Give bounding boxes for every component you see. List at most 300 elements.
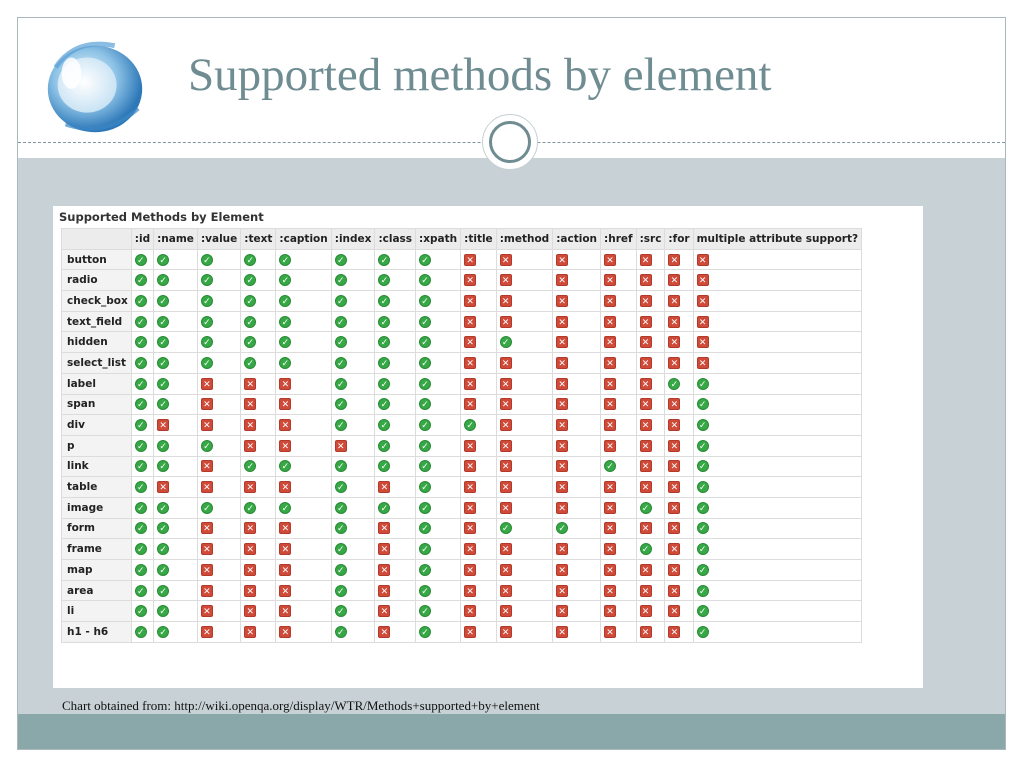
column-header: :class (375, 229, 416, 250)
check-circle-icon: ✓ (201, 502, 213, 514)
status-cell (276, 291, 331, 312)
status-cell (241, 353, 276, 374)
status-cell (496, 353, 553, 374)
cross-box-icon: ✕ (640, 440, 652, 452)
status-cell (461, 394, 497, 415)
check-circle-icon: ✓ (157, 274, 169, 286)
status-cell (693, 353, 861, 374)
check-circle-icon: ✓ (697, 543, 709, 555)
check-circle-icon: ✓ (697, 564, 709, 576)
status-cell (154, 456, 198, 477)
check-circle-icon: ✓ (201, 357, 213, 369)
check-circle-icon: ✓ (135, 522, 147, 534)
cross-box-icon: ✕ (378, 626, 390, 638)
status-cell (197, 332, 240, 353)
cross-box-icon: ✕ (500, 316, 512, 328)
status-cell (601, 497, 637, 518)
check-circle-icon: ✓ (378, 419, 390, 431)
status-cell (665, 456, 693, 477)
cross-box-icon: ✕ (668, 254, 680, 266)
cross-box-icon: ✕ (668, 626, 680, 638)
status-cell (416, 456, 461, 477)
status-cell (154, 539, 198, 560)
status-cell (665, 477, 693, 498)
cross-box-icon: ✕ (464, 502, 476, 514)
cross-box-icon: ✕ (604, 295, 616, 307)
cross-box-icon: ✕ (556, 316, 568, 328)
check-circle-icon: ✓ (279, 316, 291, 328)
status-cell (331, 249, 375, 270)
cross-box-icon: ✕ (244, 440, 256, 452)
check-circle-icon: ✓ (378, 440, 390, 452)
cross-box-icon: ✕ (640, 605, 652, 617)
status-cell (553, 353, 601, 374)
status-cell (496, 435, 553, 456)
status-cell (553, 518, 601, 539)
check-circle-icon: ✓ (378, 295, 390, 307)
status-cell (553, 477, 601, 498)
check-circle-icon: ✓ (157, 522, 169, 534)
cross-box-icon: ✕ (464, 398, 476, 410)
status-cell (375, 477, 416, 498)
check-circle-icon: ✓ (135, 460, 147, 472)
cross-box-icon: ✕ (697, 274, 709, 286)
status-cell (636, 477, 665, 498)
status-cell (241, 518, 276, 539)
cross-box-icon: ✕ (500, 481, 512, 493)
check-circle-icon: ✓ (157, 440, 169, 452)
check-circle-icon: ✓ (279, 357, 291, 369)
status-cell (131, 518, 153, 539)
check-circle-icon: ✓ (244, 502, 256, 514)
check-circle-icon: ✓ (604, 460, 616, 472)
cross-box-icon: ✕ (464, 564, 476, 576)
status-cell (241, 456, 276, 477)
status-cell (375, 353, 416, 374)
status-cell (375, 580, 416, 601)
cross-box-icon: ✕ (668, 398, 680, 410)
status-cell (197, 518, 240, 539)
status-cell (375, 249, 416, 270)
check-circle-icon: ✓ (135, 398, 147, 410)
status-cell (496, 518, 553, 539)
check-circle-icon: ✓ (157, 585, 169, 597)
status-cell (553, 291, 601, 312)
check-circle-icon: ✓ (244, 336, 256, 348)
status-cell (131, 270, 153, 291)
check-circle-icon: ✓ (697, 585, 709, 597)
check-circle-icon: ✓ (201, 336, 213, 348)
status-cell (461, 373, 497, 394)
status-cell (241, 435, 276, 456)
slide (17, 17, 1006, 750)
status-cell (375, 456, 416, 477)
column-header: :method (496, 229, 553, 250)
status-cell (241, 373, 276, 394)
status-cell (197, 560, 240, 581)
status-cell (636, 373, 665, 394)
cross-box-icon: ✕ (500, 502, 512, 514)
status-cell (416, 518, 461, 539)
status-cell (601, 622, 637, 643)
cross-box-icon: ✕ (556, 274, 568, 286)
status-cell (496, 415, 553, 436)
status-cell (331, 353, 375, 374)
check-circle-icon: ✓ (419, 357, 431, 369)
cross-box-icon: ✕ (500, 419, 512, 431)
table-row (62, 394, 862, 415)
status-cell (496, 270, 553, 291)
status-cell (375, 415, 416, 436)
cross-box-icon: ✕ (464, 585, 476, 597)
cross-box-icon: ✕ (500, 378, 512, 390)
status-cell (416, 249, 461, 270)
status-cell (636, 560, 665, 581)
status-cell (461, 249, 497, 270)
cross-box-icon: ✕ (604, 543, 616, 555)
status-cell (553, 270, 601, 291)
status-cell (131, 373, 153, 394)
cross-box-icon: ✕ (500, 585, 512, 597)
check-circle-icon: ✓ (419, 502, 431, 514)
status-cell (331, 580, 375, 601)
check-circle-icon: ✓ (335, 316, 347, 328)
check-circle-icon: ✓ (419, 316, 431, 328)
check-circle-icon: ✓ (556, 522, 568, 534)
status-cell (636, 601, 665, 622)
check-circle-icon: ✓ (157, 460, 169, 472)
row-label: h1 - h6 (62, 622, 132, 643)
check-circle-icon: ✓ (419, 460, 431, 472)
check-circle-icon: ✓ (335, 274, 347, 286)
cross-box-icon: ✕ (640, 274, 652, 286)
check-circle-icon: ✓ (201, 295, 213, 307)
status-cell (276, 394, 331, 415)
status-cell (276, 622, 331, 643)
check-circle-icon: ✓ (335, 460, 347, 472)
table-row (62, 580, 862, 601)
cross-box-icon: ✕ (604, 564, 616, 576)
status-cell (636, 539, 665, 560)
status-cell (197, 291, 240, 312)
status-cell (665, 435, 693, 456)
status-cell (553, 580, 601, 601)
status-cell (496, 601, 553, 622)
check-circle-icon: ✓ (244, 295, 256, 307)
check-circle-icon: ✓ (135, 502, 147, 514)
check-circle-icon: ✓ (378, 254, 390, 266)
status-cell (197, 601, 240, 622)
cross-box-icon: ✕ (668, 460, 680, 472)
check-circle-icon: ✓ (335, 522, 347, 534)
check-circle-icon: ✓ (135, 585, 147, 597)
status-cell (461, 477, 497, 498)
status-cell (131, 291, 153, 312)
cross-box-icon: ✕ (604, 481, 616, 493)
check-circle-icon: ✓ (157, 564, 169, 576)
status-cell (601, 601, 637, 622)
status-cell (154, 332, 198, 353)
cross-box-icon: ✕ (244, 481, 256, 493)
cross-box-icon: ✕ (640, 398, 652, 410)
status-cell (241, 497, 276, 518)
status-cell (693, 373, 861, 394)
check-circle-icon: ✓ (697, 398, 709, 410)
status-cell (276, 249, 331, 270)
table-title: Supported Methods by Element (59, 210, 264, 224)
table-row (62, 373, 862, 394)
status-cell (636, 394, 665, 415)
check-circle-icon: ✓ (335, 398, 347, 410)
status-cell (665, 311, 693, 332)
cross-box-icon: ✕ (464, 543, 476, 555)
status-cell (331, 394, 375, 415)
status-cell (693, 394, 861, 415)
check-circle-icon: ✓ (279, 254, 291, 266)
cross-box-icon: ✕ (201, 585, 213, 597)
status-cell (416, 332, 461, 353)
check-circle-icon: ✓ (157, 254, 169, 266)
check-circle-icon: ✓ (335, 585, 347, 597)
table-row (62, 249, 862, 270)
status-cell (276, 270, 331, 291)
cross-box-icon: ✕ (201, 543, 213, 555)
cross-box-icon: ✕ (668, 357, 680, 369)
cross-box-icon: ✕ (464, 460, 476, 472)
status-cell (154, 580, 198, 601)
check-circle-icon: ✓ (335, 626, 347, 638)
status-cell (601, 394, 637, 415)
cross-box-icon: ✕ (668, 336, 680, 348)
status-cell (375, 311, 416, 332)
cross-box-icon: ✕ (244, 564, 256, 576)
status-cell (496, 560, 553, 581)
check-circle-icon: ✓ (419, 564, 431, 576)
cross-box-icon: ✕ (279, 378, 291, 390)
check-circle-icon: ✓ (668, 378, 680, 390)
cross-box-icon: ✕ (604, 502, 616, 514)
status-cell (553, 601, 601, 622)
check-circle-icon: ✓ (378, 316, 390, 328)
cross-box-icon: ✕ (556, 502, 568, 514)
status-cell (636, 456, 665, 477)
cross-box-icon: ✕ (556, 605, 568, 617)
column-header: :src (636, 229, 665, 250)
globe-logo-icon (36, 28, 154, 146)
status-cell (416, 394, 461, 415)
check-circle-icon: ✓ (135, 481, 147, 493)
check-circle-icon: ✓ (201, 274, 213, 286)
status-cell (601, 353, 637, 374)
status-cell (375, 539, 416, 560)
methods-table (61, 228, 862, 643)
status-cell (636, 435, 665, 456)
cross-box-icon: ✕ (464, 481, 476, 493)
status-cell (665, 601, 693, 622)
cross-box-icon: ✕ (697, 254, 709, 266)
status-cell (693, 539, 861, 560)
status-cell (636, 270, 665, 291)
status-cell (461, 560, 497, 581)
row-label: form (62, 518, 132, 539)
status-cell (276, 560, 331, 581)
cross-box-icon: ✕ (279, 398, 291, 410)
cross-box-icon: ✕ (244, 605, 256, 617)
status-cell (331, 518, 375, 539)
status-cell (416, 373, 461, 394)
row-label: div (62, 415, 132, 436)
status-cell (331, 270, 375, 291)
cross-box-icon: ✕ (500, 440, 512, 452)
status-cell (131, 560, 153, 581)
status-cell (636, 332, 665, 353)
cross-box-icon: ✕ (279, 585, 291, 597)
check-circle-icon: ✓ (419, 522, 431, 534)
status-cell (331, 622, 375, 643)
check-circle-icon: ✓ (335, 254, 347, 266)
check-circle-icon: ✓ (464, 419, 476, 431)
status-cell (375, 518, 416, 539)
check-circle-icon: ✓ (157, 316, 169, 328)
status-cell (553, 394, 601, 415)
status-cell (331, 601, 375, 622)
cross-box-icon: ✕ (279, 419, 291, 431)
cross-box-icon: ✕ (556, 378, 568, 390)
status-cell (601, 291, 637, 312)
table-row (62, 311, 862, 332)
status-cell (241, 477, 276, 498)
check-circle-icon: ✓ (135, 378, 147, 390)
status-cell (241, 539, 276, 560)
check-circle-icon: ✓ (378, 357, 390, 369)
status-cell (461, 622, 497, 643)
status-cell (154, 249, 198, 270)
check-circle-icon: ✓ (697, 440, 709, 452)
cross-box-icon: ✕ (668, 564, 680, 576)
status-cell (496, 622, 553, 643)
status-cell (693, 332, 861, 353)
status-cell (276, 415, 331, 436)
table-row (62, 435, 862, 456)
cross-box-icon: ✕ (464, 440, 476, 452)
page-title: Supported methods by element (188, 49, 772, 101)
status-cell (197, 270, 240, 291)
status-cell (601, 415, 637, 436)
cross-box-icon: ✕ (668, 419, 680, 431)
status-cell (276, 353, 331, 374)
check-circle-icon: ✓ (157, 398, 169, 410)
cross-box-icon: ✕ (640, 481, 652, 493)
status-cell (636, 311, 665, 332)
column-header: :title (461, 229, 497, 250)
check-circle-icon: ✓ (335, 419, 347, 431)
check-circle-icon: ✓ (244, 254, 256, 266)
row-label: image (62, 497, 132, 518)
cross-box-icon: ✕ (556, 419, 568, 431)
status-cell (154, 394, 198, 415)
status-cell (553, 249, 601, 270)
cross-box-icon: ✕ (604, 398, 616, 410)
status-cell (553, 435, 601, 456)
header-corner-cell (62, 229, 132, 250)
cross-box-icon: ✕ (556, 460, 568, 472)
cross-box-icon: ✕ (668, 295, 680, 307)
status-cell (154, 270, 198, 291)
status-cell (553, 560, 601, 581)
table-row (62, 332, 862, 353)
status-cell (693, 560, 861, 581)
cross-box-icon: ✕ (378, 605, 390, 617)
status-cell (636, 249, 665, 270)
status-cell (665, 518, 693, 539)
status-cell (461, 518, 497, 539)
status-cell (461, 332, 497, 353)
status-cell (601, 332, 637, 353)
check-circle-icon: ✓ (135, 295, 147, 307)
status-cell (375, 270, 416, 291)
check-circle-icon: ✓ (697, 481, 709, 493)
status-cell (665, 373, 693, 394)
status-cell (375, 601, 416, 622)
cross-box-icon: ✕ (556, 336, 568, 348)
status-cell (131, 249, 153, 270)
status-cell (693, 249, 861, 270)
cross-box-icon: ✕ (640, 626, 652, 638)
table-row (62, 456, 862, 477)
status-cell (131, 497, 153, 518)
status-cell (693, 415, 861, 436)
check-circle-icon: ✓ (378, 274, 390, 286)
status-cell (241, 580, 276, 601)
cross-box-icon: ✕ (157, 481, 169, 493)
check-circle-icon: ✓ (135, 336, 147, 348)
check-circle-icon: ✓ (335, 295, 347, 307)
status-cell (665, 560, 693, 581)
cross-box-icon: ✕ (604, 254, 616, 266)
check-circle-icon: ✓ (135, 357, 147, 369)
cross-box-icon: ✕ (500, 357, 512, 369)
check-circle-icon: ✓ (244, 357, 256, 369)
status-cell (241, 601, 276, 622)
row-label: label (62, 373, 132, 394)
check-circle-icon: ✓ (279, 336, 291, 348)
cross-box-icon: ✕ (464, 254, 476, 266)
check-circle-icon: ✓ (419, 419, 431, 431)
row-label: p (62, 435, 132, 456)
status-cell (461, 601, 497, 622)
cross-box-icon: ✕ (640, 316, 652, 328)
check-circle-icon: ✓ (697, 502, 709, 514)
check-circle-icon: ✓ (697, 522, 709, 534)
status-cell (553, 332, 601, 353)
check-circle-icon: ✓ (419, 440, 431, 452)
status-cell (461, 435, 497, 456)
status-cell (601, 311, 637, 332)
cross-box-icon: ✕ (335, 440, 347, 452)
check-circle-icon: ✓ (640, 502, 652, 514)
status-cell (601, 560, 637, 581)
check-circle-icon: ✓ (500, 336, 512, 348)
status-cell (197, 394, 240, 415)
cross-box-icon: ✕ (279, 543, 291, 555)
cross-box-icon: ✕ (201, 522, 213, 534)
table-row (62, 518, 862, 539)
cross-box-icon: ✕ (556, 481, 568, 493)
cross-box-icon: ✕ (556, 357, 568, 369)
status-cell (154, 622, 198, 643)
cross-box-icon: ✕ (604, 522, 616, 534)
cross-box-icon: ✕ (668, 440, 680, 452)
